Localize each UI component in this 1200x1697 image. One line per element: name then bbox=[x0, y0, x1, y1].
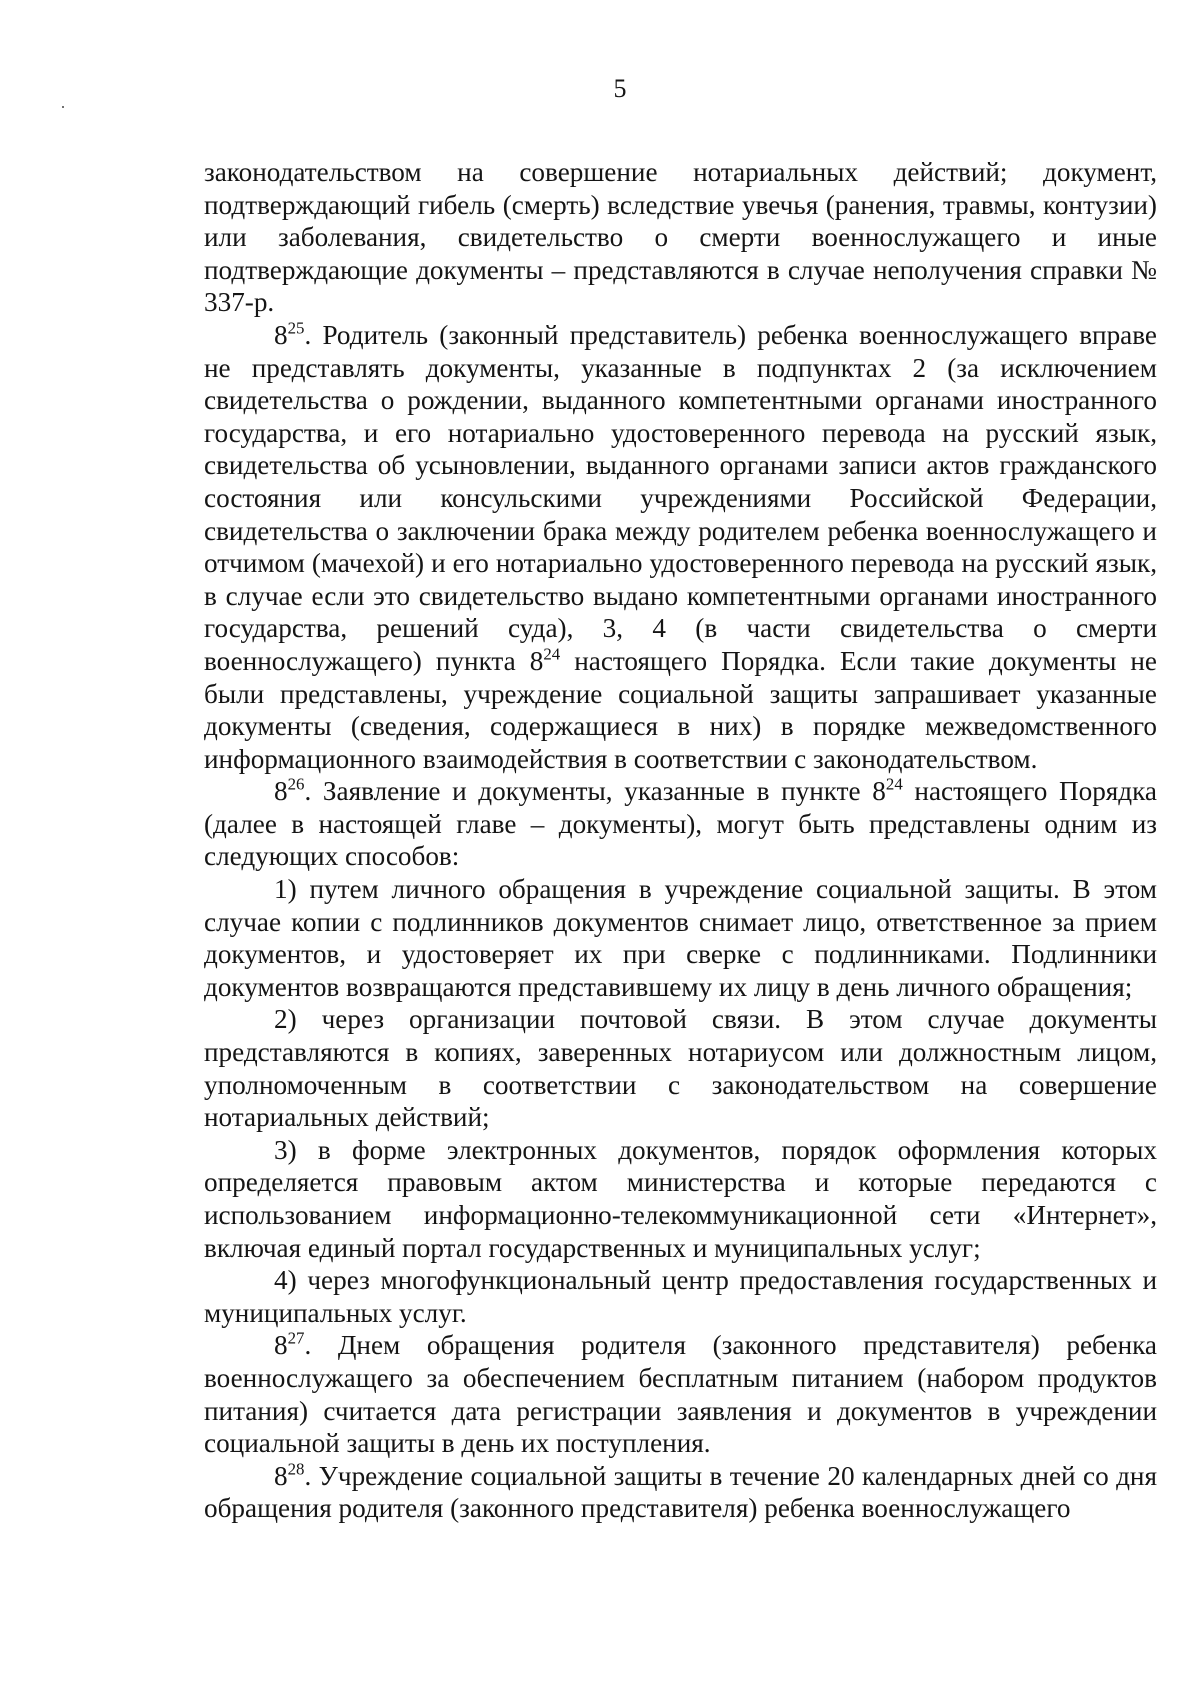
clause-number: 8 bbox=[274, 776, 288, 807]
scan-artifact bbox=[62, 106, 64, 108]
list-item-3 bbox=[204, 1134, 1157, 1264]
clause-8-25 bbox=[204, 319, 1157, 775]
clause-number: 8 bbox=[274, 1460, 288, 1491]
list-item-text: 3) в форме электронных документов, порядок оформления которых определяется правовым актом министерства и которые передаются с использованием информационно-телекоммуникационной сети «Интернет», включая единый портал государственных и муниципальных услуг; bbox=[204, 1134, 1157, 1263]
paragraph-text: законодательством на совершение нотариальных действий; документ, подтверждающий гибель (смерть) вследствие увечья (ранения, травмы, контузии) или заболевания, свидетельство о смерти военнослужащего и иные подтверждающие документы – представляются в случае неполучения справки № 337-р. bbox=[204, 157, 1157, 318]
list-item-1 bbox=[204, 873, 1157, 1003]
clause-text: . Родитель (законный представитель) ребенка военнослужащего вправе не представлять документы, указанные в подпунктах 2 (за исключением свидетельства о рождении, выданного компетентными органами иностранного государства, и его нотариально удостоверенного перевода на русский язык, свидетельства об усыновлении, выданного органами записи актов гражданского состояния или консульскими учреждениями Российской Федерации, свидетельства о заключении брака между родителем ребенка военнослужащего и отчимом (мачехой) и его нотариально удостоверенного перевода на русский язык, в случае если это свидетельство выдано компетентными органами иностранного государства, решений суда), 3, 4 (в части свидетельства о смерти военнослужащего) пункта 8 bbox=[204, 319, 1157, 676]
clause-8-28 bbox=[204, 1460, 1157, 1525]
list-item-2 bbox=[204, 1003, 1157, 1133]
clause-text: настоящего Порядка (далее в настоящей главе – документы), могут быть представлены одним из следующих способов: bbox=[204, 776, 1157, 872]
clause-text: . Заявление и документы, указанные в пункте 8 bbox=[304, 776, 886, 807]
list-item-text: 2) через организации почтовой связи. В этом случае документы представляются в копиях, заверенных нотариусом или должностным лицом, уполномоченным в соответствии с законодательством на совершение нотариальных действий; bbox=[204, 1004, 1157, 1133]
page-number: 5 bbox=[613, 74, 627, 103]
clause-text: . Днем обращения родителя (законного представителя) ребенка военнослужащего за обеспечением бесплатным питанием (набором продуктов питания) считается дата регистрации заявления и документов в учреждении социальной защиты в день их поступления. bbox=[204, 1330, 1157, 1459]
clause-reference-superscript: 24 bbox=[885, 774, 903, 794]
clause-8-26 bbox=[204, 775, 1157, 873]
clause-number: 8 bbox=[274, 319, 288, 350]
clause-number-superscript: 26 bbox=[287, 774, 305, 794]
clause-8-27 bbox=[204, 1329, 1157, 1459]
clause-text: . Учреждение социальной защиты в течение 20 календарных дней со дня обращения родителя (законного представителя) ребенка военнослужащего bbox=[204, 1460, 1157, 1524]
list-item-text: 1) путем личного обращения в учреждение социальной защиты. В этом случае копии с подлинников документов снимает лицо, ответственное за прием документов, и удостоверяет их при сверке с подлинниками. Подлинники документов возвращаются представившему их лицу в день личного обращения; bbox=[204, 874, 1157, 1002]
clause-number-superscript: 28 bbox=[287, 1459, 305, 1479]
clause-text: настоящего Порядка. Если такие документы не были представлены, учреждение социальной защиты запрашивает указанные документы (сведения, содержащиеся в них) в порядке межведомственного информационного взаимодействия в соответствии с законодательством. bbox=[204, 645, 1157, 774]
document-body bbox=[204, 156, 1157, 1525]
clause-reference-superscript: 24 bbox=[543, 644, 561, 664]
paragraph-continuation bbox=[204, 156, 1157, 319]
clause-number-superscript: 25 bbox=[287, 318, 305, 338]
list-item-text: 4) через многофункциональный центр предоставления государственных и муниципальных услуг. bbox=[204, 1265, 1157, 1328]
clause-number-superscript: 27 bbox=[287, 1328, 305, 1348]
list-item-4 bbox=[204, 1264, 1157, 1329]
clause-number: 8 bbox=[274, 1330, 288, 1361]
